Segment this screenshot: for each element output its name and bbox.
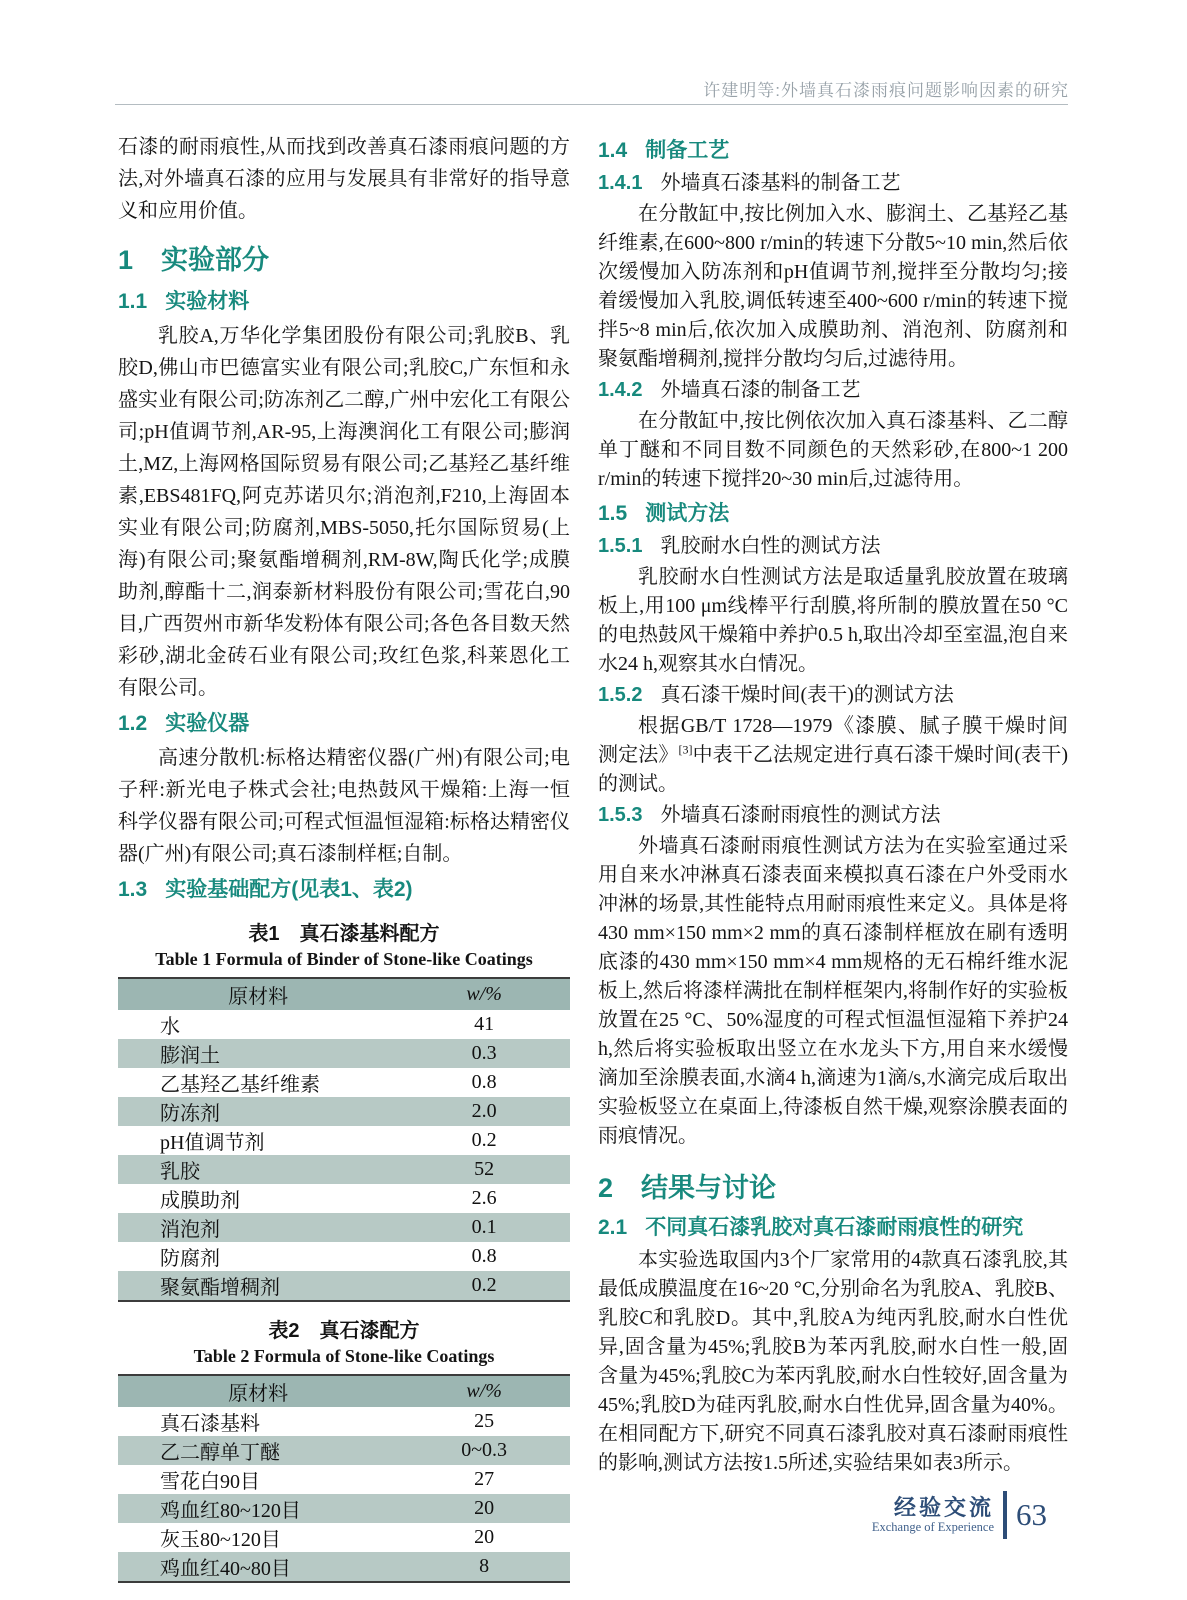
paragraph-rain-mark-test: 外墙真石漆耐雨痕性测试方法为在实验室通过采用自来水冲淋真石漆表面来模拟真石漆在户外受雨水冲淋的场景,其性能特点用耐雨痕性来定义。具体是将430 mm×150 mm×2 mm的真石漆制样框放在刷有透明底漆的430 mm×150 mm×4 mm规格的无石棉纤维水泥板上,然后将漆样满批在制样框架内,将制作好的实验板放置在25 °C、50%湿度的可程式恒温恒湿箱下养护24 h,然后将实验板取出竖立在水龙头下方,用自来水缓慢滴加至涂膜表面,水滴4 h,滴速为1滴/s,水滴完成后取出实验板竖立在桌面上,待漆板自然干燥,观察涂膜表面的雨痕情况。 bbox=[598, 835, 1068, 1147]
material-cell: 乳胶 bbox=[160, 1161, 200, 1183]
running-title: 许建明等:外墙真石漆雨痕问题影响因素的研究 bbox=[703, 81, 1069, 100]
section-title: 外墙真石漆基料的制备工艺 bbox=[660, 172, 901, 194]
table-row bbox=[118, 1494, 570, 1523]
section-number: 1.2 bbox=[118, 712, 148, 735]
section-number: 1.4.2 bbox=[598, 379, 643, 401]
percent-cell: 0.8 bbox=[471, 1071, 497, 1093]
section-title: 真石漆干燥时间(表干)的测试方法 bbox=[660, 684, 954, 706]
table-row bbox=[118, 1213, 570, 1242]
column-header-percent: w/% bbox=[398, 1375, 570, 1407]
percent-cell: 0.2 bbox=[471, 1274, 497, 1296]
percent-cell: 2.6 bbox=[471, 1187, 497, 1209]
material-cell: 鸡血红40~80目 bbox=[160, 1558, 291, 1580]
section-number: 1.3 bbox=[118, 878, 148, 901]
paragraph-instruments: 高速分散机:标格达精密仪器(广州)有限公司;电子秤:新光电子株式会社;电热鼓风干燥箱:上海一恒科学仪器有限公司;可程式恒温恒湿箱:标格达精密仪器(广州)有限公司;真石漆制样框;自制。 bbox=[118, 747, 570, 865]
section-title: 实验仪器 bbox=[165, 712, 250, 735]
section-title: 测试方法 bbox=[645, 502, 730, 525]
section-heading-1-5-2 bbox=[598, 681, 1068, 710]
citation-superscript: [3] bbox=[678, 742, 693, 757]
percent-cell: 20 bbox=[474, 1497, 495, 1519]
material-cell: 防腐剂 bbox=[160, 1248, 220, 1270]
material-cell: 鸡血红80~120目 bbox=[160, 1500, 301, 1522]
table2-caption-en: Table 2 Formula of Stone-like Coatings bbox=[193, 1346, 495, 1366]
section-number: 1 bbox=[118, 245, 134, 275]
section-title: 实验部分 bbox=[161, 245, 270, 275]
section-heading-1-4-1 bbox=[598, 169, 1068, 198]
table-row bbox=[118, 1552, 570, 1582]
section-number: 1.1 bbox=[118, 290, 148, 313]
section-number: 1.5 bbox=[598, 502, 628, 525]
section-heading-1-4 bbox=[598, 136, 1068, 166]
section-number: 2 bbox=[598, 1173, 614, 1203]
table1-caption-en: Table 1 Formula of Binder of Stone-like Coatings bbox=[155, 949, 533, 969]
section-number: 1.4 bbox=[598, 139, 628, 162]
section-title: 外墙真石漆的制备工艺 bbox=[660, 379, 861, 401]
material-cell: 聚氨酯增稠剂 bbox=[160, 1277, 280, 1299]
material-cell: 成膜助剂 bbox=[160, 1190, 240, 1212]
percent-cell: 25 bbox=[474, 1410, 495, 1432]
material-cell: pH值调节剂 bbox=[160, 1132, 265, 1154]
material-cell: 乙基羟乙基纤维素 bbox=[160, 1074, 320, 1096]
footer-label-en: Exchange of Experience bbox=[871, 1519, 994, 1534]
percent-cell: 20 bbox=[474, 1526, 495, 1548]
table-row bbox=[118, 1523, 570, 1552]
section-number: 1.5.3 bbox=[598, 804, 643, 826]
table-row bbox=[118, 1068, 570, 1097]
material-cell: 雪花白90目 bbox=[160, 1471, 260, 1493]
percent-cell: 8 bbox=[479, 1555, 490, 1577]
section-number: 1.4.1 bbox=[598, 172, 643, 194]
section-title: 不同真石漆乳胶对真石漆耐雨痕性的研究 bbox=[645, 1216, 1024, 1239]
section-heading-1-5-1 bbox=[598, 532, 1068, 561]
table-row bbox=[118, 1271, 570, 1301]
section-heading-2-1 bbox=[598, 1213, 1068, 1243]
header-rule bbox=[115, 104, 1068, 105]
material-cell: 膨润土 bbox=[160, 1045, 220, 1067]
section-title: 外墙真石漆耐雨痕性的测试方法 bbox=[660, 804, 941, 826]
table-header-row bbox=[118, 1375, 570, 1407]
section-heading-1-5 bbox=[598, 499, 1068, 529]
paragraph-emulsion-study: 本实验选取国内3个厂家常用的4款真石漆乳胶,其最低成膜温度在16~20 °C,分别命名为乳胶A、乳胶B、乳胶C和乳胶D。其中,乳胶A为纯丙乳胶,耐水白性优异,固含量为45%;乳胶B为苯丙乳胶,耐水白性一般,固含量为45%;乳胶C为苯丙乳胶,耐水白性较好,固含量为45%;乳胶D为硅丙乳胶,耐水白性优异,固含量为40%。在相同配方下,研究不同真石漆乳胶对真石漆耐雨痕性的影响,测试方法按1.5所述,实验结果如表3所示。 bbox=[598, 1249, 1068, 1474]
section-title: 结果与讨论 bbox=[641, 1173, 777, 1203]
section-heading-1-3 bbox=[118, 875, 570, 905]
text-run: 根据GB/T 1728—1979《漆膜、腻子膜干燥时间测定法》 bbox=[598, 715, 1068, 766]
percent-cell: 52 bbox=[474, 1158, 495, 1180]
section-heading-1-2 bbox=[118, 709, 570, 739]
section-title: 实验基础配方(见表1、表2) bbox=[165, 878, 413, 901]
formula-table-1 bbox=[118, 977, 570, 1302]
table-row bbox=[118, 1097, 570, 1126]
material-cell: 防冻剂 bbox=[160, 1103, 220, 1125]
table-row bbox=[118, 1436, 570, 1465]
section-title: 实验材料 bbox=[165, 290, 250, 313]
percent-cell: 41 bbox=[474, 1013, 495, 1035]
material-cell: 灰玉80~120目 bbox=[160, 1529, 281, 1551]
material-cell: 真石漆基料 bbox=[160, 1413, 260, 1435]
section-heading-2 bbox=[598, 1171, 1068, 1205]
material-cell: 水 bbox=[160, 1016, 180, 1038]
section-number: 2.1 bbox=[598, 1216, 628, 1239]
table-row bbox=[118, 1010, 570, 1039]
column-header-percent: w/% bbox=[398, 978, 570, 1010]
percent-cell: 0.2 bbox=[471, 1129, 497, 1151]
section-number: 1.5.1 bbox=[598, 535, 643, 557]
percent-cell: 0~0.3 bbox=[461, 1439, 508, 1461]
section-title: 乳胶耐水白性的测试方法 bbox=[660, 535, 881, 557]
table-row bbox=[118, 1155, 570, 1184]
text-run: 中表干乙法规定进行真石漆干燥时间(表干)的测试。 bbox=[598, 744, 1068, 795]
paragraph-water-whitening-test: 乳胶耐水白性测试方法是取适量乳胶放置在玻璃板上,用100 μm线棒平行刮膜,将所制的膜放置在50 °C的电热鼓风干燥箱中养护0.5 h,取出冷却至室温,泡自来水24 h,观察其水白情况。 bbox=[598, 566, 1068, 675]
table-row bbox=[118, 1242, 570, 1271]
paragraph-coating-process: 在分散缸中,按比例依次加入真石漆基料、乙二醇单丁醚和不同目数不同颜色的天然彩砂,在800~1 200 r/min的转速下搅拌20~30 min后,过滤待用。 bbox=[598, 410, 1068, 490]
formula-table-2 bbox=[118, 1374, 570, 1583]
material-cell: 乙二醇单丁醚 bbox=[160, 1442, 280, 1464]
column-header-material: 原材料 bbox=[118, 1375, 398, 1407]
footer-label-zh: 经验交流 bbox=[893, 1494, 994, 1520]
table-row bbox=[118, 1039, 570, 1068]
table-row bbox=[118, 1465, 570, 1494]
material-cell: 消泡剂 bbox=[160, 1219, 220, 1241]
section-heading-1-5-3 bbox=[598, 801, 1068, 830]
section-number: 1.5.2 bbox=[598, 684, 643, 706]
section-heading-1-1 bbox=[118, 287, 570, 317]
paragraph-drying-time-test bbox=[598, 712, 1068, 799]
table-row bbox=[118, 1126, 570, 1155]
column-right bbox=[598, 131, 1068, 1478]
table2-caption-zh: 表2 真石漆配方 bbox=[268, 1320, 420, 1342]
table1-caption-zh: 表1 真石漆基料配方 bbox=[248, 923, 440, 945]
column-header-material: 原材料 bbox=[118, 978, 398, 1010]
percent-cell: 0.1 bbox=[471, 1216, 497, 1238]
footer-divider bbox=[1003, 1491, 1007, 1539]
percent-cell: 2.0 bbox=[471, 1100, 497, 1122]
footer-section-label bbox=[872, 1496, 994, 1535]
section-heading-1-4-2 bbox=[598, 376, 1068, 405]
paragraph-materials: 乳胶A,万华化学集团股份有限公司;乳胶B、乳胶D,佛山市巴德富实业有限公司;乳胶C,广东恒和永盛实业有限公司;防冻剂乙二醇,广州中宏化工有限公司;pH值调节剂,AR-95,上海澳润化工有限公司;膨润土,MZ,上海网格国际贸易有限公司;乙基羟乙基纤维素,EBS481FQ,阿克苏诺贝尔;消泡剂,F210,上海固本实业有限公司;防腐剂,MBS-5050,托尔国际贸易(上海)有限公司;聚氨酯增稠剂,RM-8W,陶氏化学;成膜助剂,醇酯十二,润泰新材料股份有限公司;雪花白,90目,广西贺州市新华发粉体有限公司;各色各目数天然彩砂,湖北金砖石业有限公司;玫红色浆,科莱恩化工有限公司。 bbox=[118, 325, 570, 699]
section-title: 制备工艺 bbox=[645, 139, 730, 162]
percent-cell: 27 bbox=[474, 1468, 495, 1490]
percent-cell: 0.3 bbox=[471, 1042, 497, 1064]
table-row bbox=[118, 1407, 570, 1436]
percent-cell: 0.8 bbox=[471, 1245, 497, 1267]
page-footer bbox=[872, 1491, 1047, 1539]
column-left bbox=[118, 131, 570, 1583]
table-header-row bbox=[118, 978, 570, 1010]
page-number: 63 bbox=[1016, 1497, 1047, 1532]
paragraph-intro-continuation: 石漆的耐雨痕性,从而找到改善真石漆雨痕问题的方法,对外墙真石漆的应用与发展具有非常好的指导意义和应用价值。 bbox=[118, 136, 570, 222]
paragraph-base-process: 在分散缸中,按比例加入水、膨润土、乙基羟乙基纤维素,在600~800 r/min的转速下分散5~10 min,然后依次缓慢加入防冻剂和pH值调节剂,搅拌至分散均匀;接着缓慢加入乳胶,调低转速至400~600 r/min的转速下搅拌5~8 min后,依次加入成膜助剂、消泡剂、防腐剂和聚氨酯增稠剂,搅拌分散均匀后,过滤待用。 bbox=[598, 203, 1068, 370]
section-heading-1 bbox=[118, 243, 570, 277]
table-row bbox=[118, 1184, 570, 1213]
